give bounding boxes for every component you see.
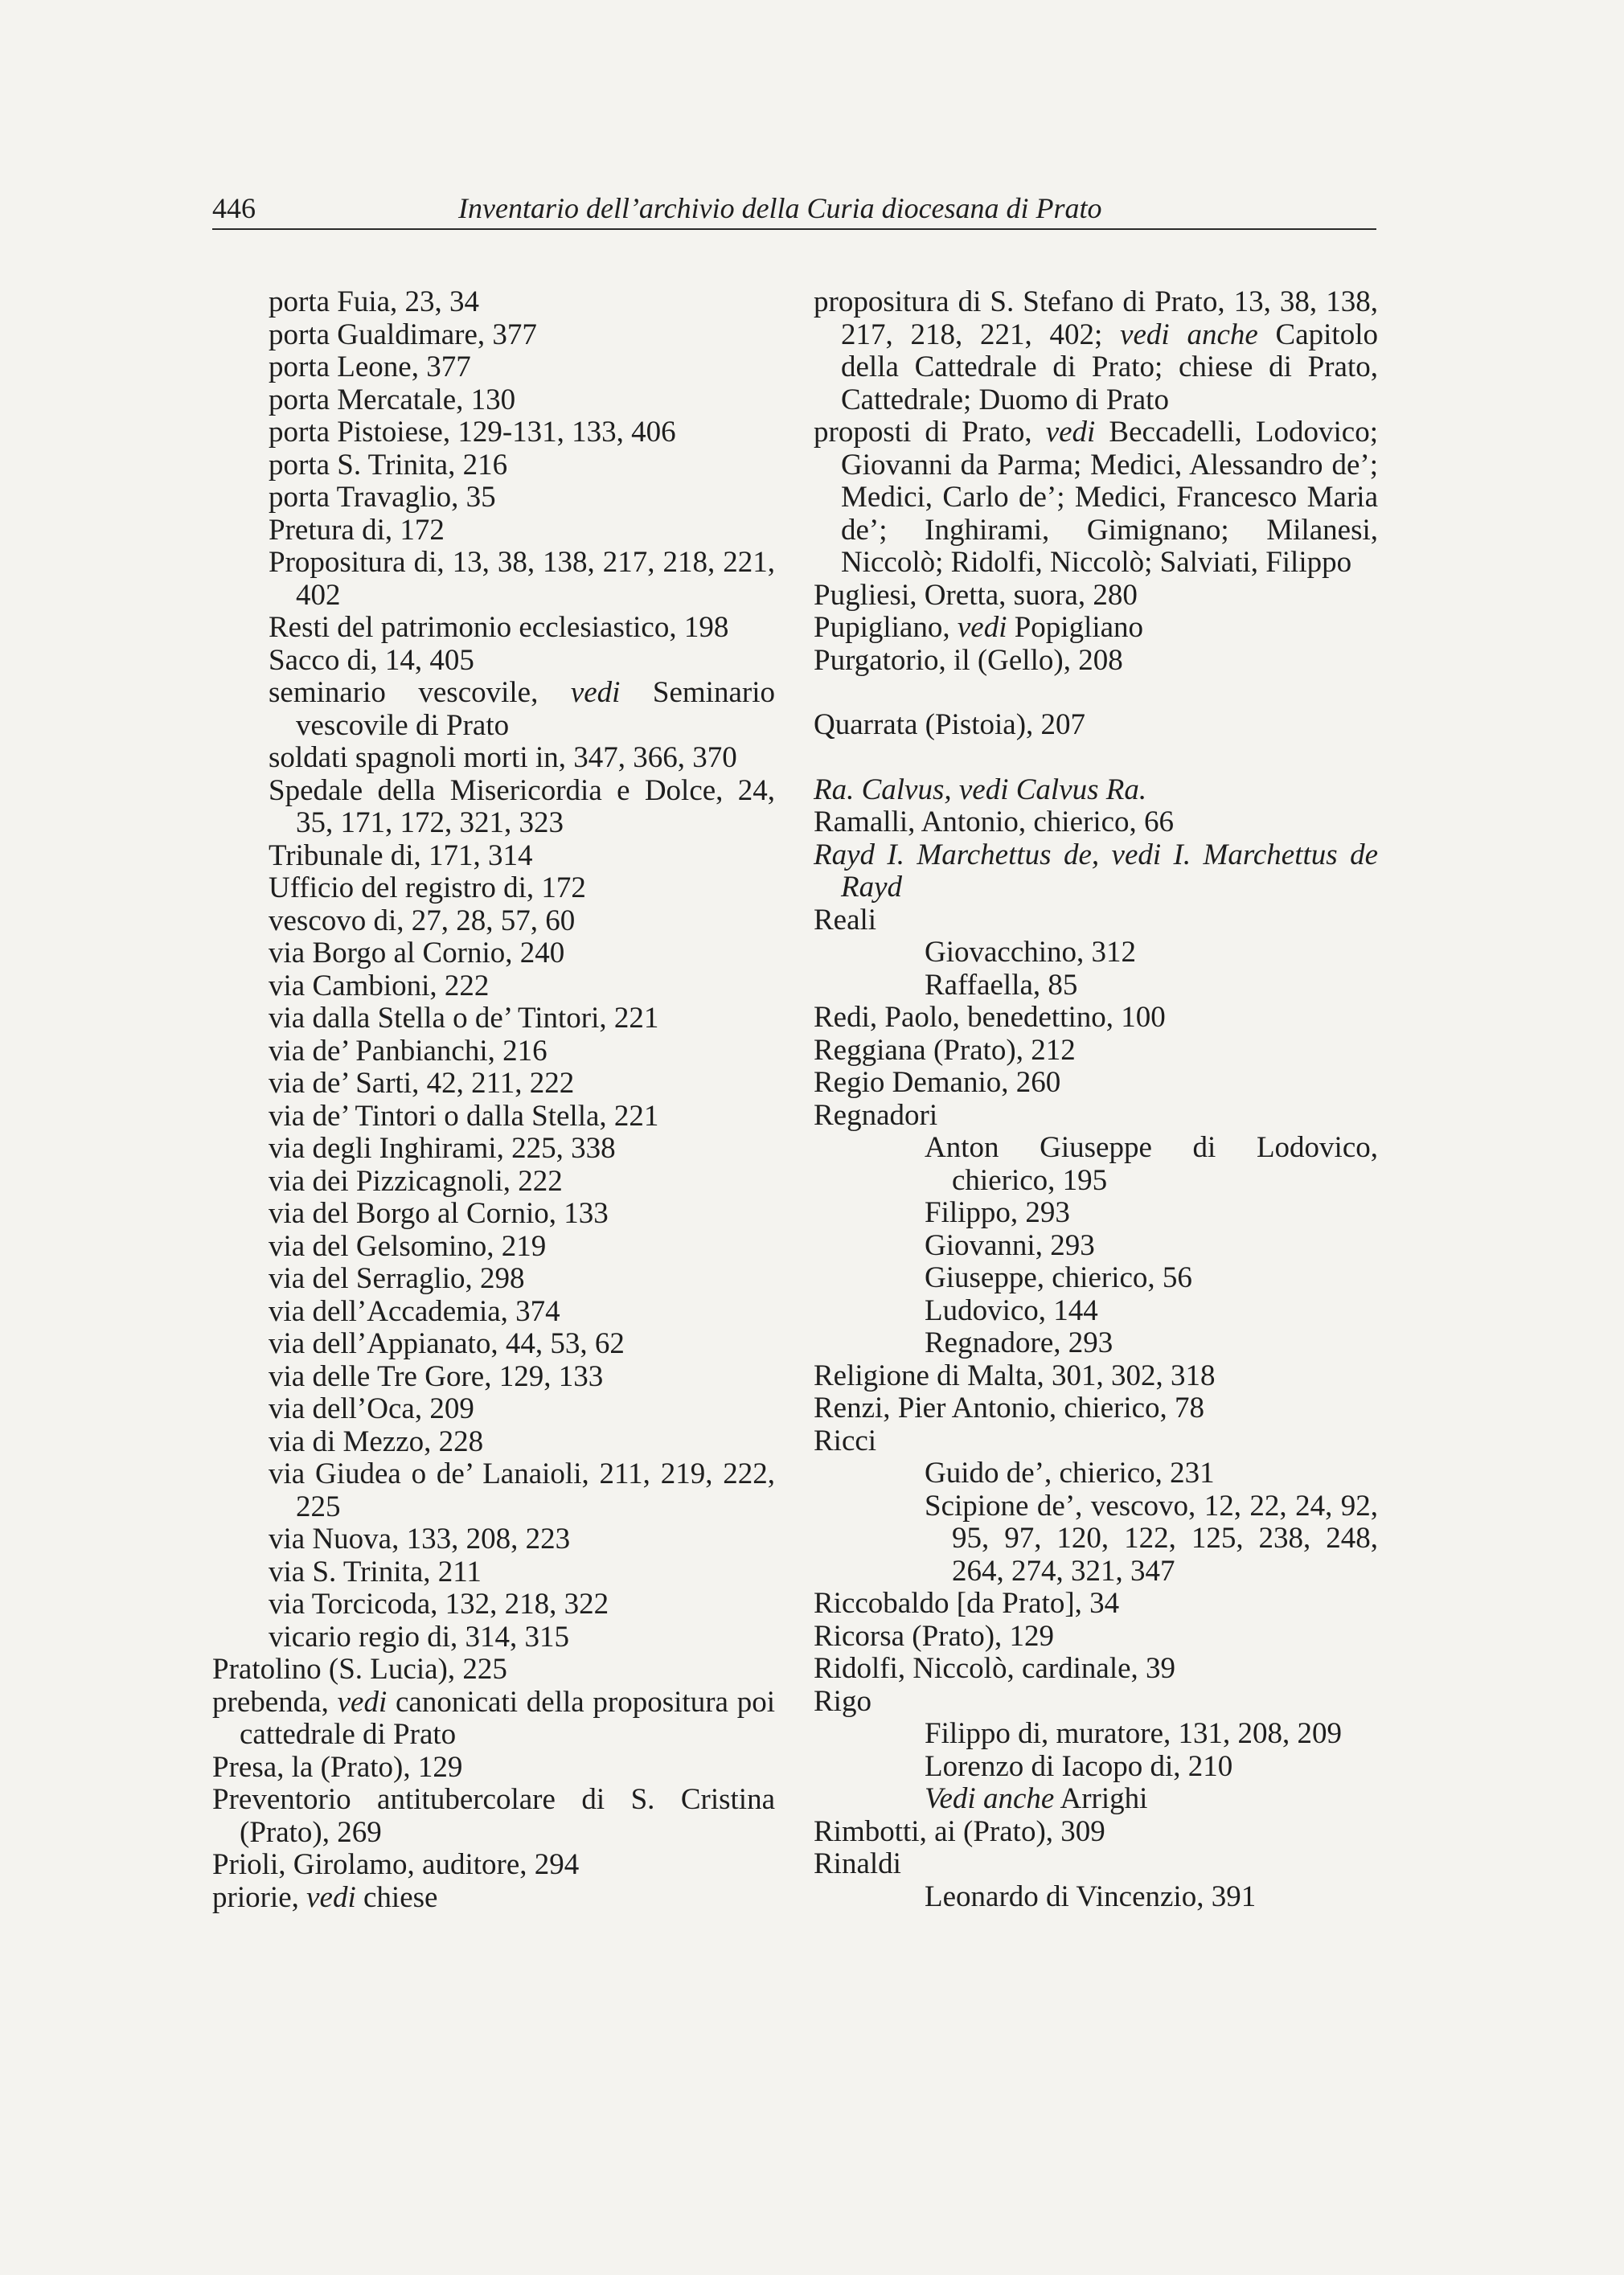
page-number: 446	[212, 192, 256, 224]
index-entry: Regio Demanio, 260	[814, 1066, 1061, 1099]
index-entry: Rimbotti, ai (Prato), 309	[814, 1814, 1105, 1848]
index-entry: Anton Giuseppe di Lodovico, chierico, 195	[925, 1131, 1378, 1197]
index-entry: Leonardo di Vincenzio, 391	[925, 1879, 1257, 1913]
index-entry: porta Fuia, 23, 34	[269, 285, 480, 318]
index-entry: via de’ Tintori o dalla Stella, 221	[269, 1099, 659, 1133]
index-entry: Giuseppe, chierico, 56	[925, 1261, 1192, 1294]
index-entry: Renzi, Pier Antonio, chierico, 78	[814, 1392, 1205, 1424]
index-entry: via dell’Appianato, 44, 53, 62	[269, 1327, 625, 1360]
index-entry: proposti di Prato, vedi Beccadelli, Lodovico; Giovanni da Parma; Medici, Alessandro de’; Medici, Carlo de’; Medici, Francesco Maria de’; Inghirami, Gimignano; Milanesi, Niccolò; Ridolfi, Niccolò; Salviati, Filippo	[814, 416, 1378, 579]
index-entry: Giovacchino, 312	[925, 936, 1137, 969]
index-entry: via Nuova, 133, 208, 223	[269, 1523, 571, 1556]
index-entry: porta Leone, 377	[269, 350, 471, 383]
index-entry: Prioli, Girolamo, auditore, 294	[212, 1848, 580, 1881]
index-entry: propositura di S. Stefano di Prato, 13, 38, 138, 217, 218, 221, 402; vedi anche Capitolo della Cattedrale di Prato; chiese di Prato, Cattedrale; Duomo di Prato	[814, 285, 1378, 416]
index-entry: Regnadori	[814, 1098, 938, 1132]
index-entry: via de’ Sarti, 42, 211, 222	[269, 1067, 575, 1100]
index-entry: via dalla Stella o de’ Tintori, 221	[269, 1002, 659, 1035]
index-entry: Guido de’, chierico, 231	[925, 1457, 1215, 1490]
index-entry: Religione di Malta, 301, 302, 318	[814, 1359, 1216, 1392]
index-entry: porta Travaglio, 35	[269, 481, 496, 514]
index-entry: Propositura di, 13, 38, 138, 217, 218, 221, 402	[269, 546, 775, 612]
index-entry: Ufficio del registro di, 172	[269, 871, 586, 904]
index-entry: Vedi anche Arrighi	[925, 1782, 1148, 1815]
index-entry: porta Mercatale, 130	[269, 383, 516, 416]
index-column-left	[212, 286, 775, 1914]
index-entry: via del Borgo al Cornio, 133	[269, 1197, 609, 1230]
index-entry: Riccobaldo [da Prato], 34	[814, 1587, 1120, 1620]
index-entry: Ricorsa (Prato), 129	[814, 1619, 1055, 1653]
index-entry: Scipione de’, vescovo, 12, 22, 24, 92, 95, 97, 120, 122, 125, 238, 248, 264, 274, 321, 347	[925, 1489, 1378, 1588]
index-column-right	[814, 286, 1378, 1913]
index-entry: prebenda, vedi canonicati della propositura poi cattedrale di Prato	[212, 1685, 775, 1751]
index-entry: via dell’Oca, 209	[269, 1392, 474, 1425]
index-entry: priorie, vedi chiese	[212, 1880, 438, 1914]
index-entry: Filippo di, muratore, 131, 208, 209	[925, 1717, 1342, 1750]
index-entry: Resti del patrimonio ecclesiastico, 198	[269, 611, 729, 644]
index-entry: Giovanni, 293	[925, 1228, 1095, 1262]
index-entry: Presa, la (Prato), 129	[212, 1750, 463, 1784]
index-entry: Filippo, 293	[925, 1196, 1070, 1229]
index-entry: Regnadore, 293	[925, 1326, 1113, 1359]
index-entry: Rigo	[814, 1684, 871, 1718]
index-entry: Preventorio antitubercolare di S. Cristina (Prato), 269	[212, 1783, 775, 1849]
index-entry: via dell’Accademia, 374	[269, 1294, 560, 1328]
index-entry: Rayd I. Marchettus de, vedi I. Marchettus de Rayd	[814, 838, 1378, 904]
index-entry: via Torcicoda, 132, 218, 322	[269, 1588, 609, 1621]
index-entry: via Giudea o de’ Lanaioli, 211, 219, 222, 225	[269, 1457, 775, 1523]
index-entry: via del Serraglio, 298	[269, 1262, 525, 1295]
index-entry: Lorenzo di Iacopo di, 210	[925, 1749, 1233, 1783]
index-entry: via degli Inghirami, 225, 338	[269, 1132, 616, 1165]
index-entry: via S. Trinita, 211	[269, 1555, 482, 1588]
index-entry: via dei Pizzicagnoli, 222	[269, 1164, 563, 1198]
index-entry: Ra. Calvus, vedi Calvus Ra.	[814, 773, 1147, 806]
index-entry: soldati spagnoli morti in, 347, 366, 370	[269, 741, 737, 774]
index-entry: Spedale della Misericordia e Dolce, 24, 35, 171, 172, 321, 323	[269, 773, 775, 839]
index-entry: porta Pistoiese, 129-131, 133, 406	[269, 416, 676, 449]
index-entry: via delle Tre Gore, 129, 133	[269, 1359, 604, 1393]
index-entry: via di Mezzo, 228	[269, 1424, 484, 1458]
index-entry: Pugliesi, Oretta, suora, 280	[814, 578, 1138, 612]
index-entry: Ridolfi, Niccolò, cardinale, 39	[814, 1652, 1176, 1685]
index-entry: Reggiana (Prato), 212	[814, 1033, 1076, 1067]
index-entry: Pupigliano, vedi Popigliano	[814, 611, 1144, 644]
index-entry: Rinaldi	[814, 1847, 901, 1880]
page-header	[212, 187, 1376, 230]
index-entry: Raffaella, 85	[925, 968, 1078, 1002]
index-entry: Pratolino (S. Lucia), 225	[212, 1653, 507, 1686]
index-entry: Redi, Paolo, benedettino, 100	[814, 1001, 1166, 1034]
index-entry: Quarrata (Pistoia), 207	[814, 708, 1086, 741]
index-entry: via del Gelsomino, 219	[269, 1229, 547, 1263]
index-entry: via Borgo al Cornio, 240	[269, 937, 565, 969]
index-entry: seminario vescovile, vedi Seminario vescovile di Prato	[269, 676, 775, 742]
index-entry: Reali	[814, 903, 877, 937]
index-entry: via de’ Panbianchi, 216	[269, 1034, 547, 1068]
index-entry: Purgatorio, il (Gello), 208	[814, 643, 1123, 677]
index-entry: via Cambioni, 222	[269, 969, 490, 1002]
index-entry: Ramalli, Antonio, chierico, 66	[814, 805, 1175, 838]
index-entry: Pretura di, 172	[269, 513, 445, 547]
index-entry: Sacco di, 14, 405	[269, 643, 474, 677]
index-entry: vescovo di, 27, 28, 57, 60	[269, 904, 576, 937]
index-entry: Tribunale di, 171, 314	[269, 838, 533, 872]
index-entry: Ricci	[814, 1424, 877, 1457]
running-title: Inventario dell’archivio della Curia diocesana di Prato	[458, 192, 1102, 224]
index-entry: porta Gualdimare, 377	[269, 318, 537, 351]
index-entry: porta S. Trinita, 216	[269, 448, 508, 482]
index-entry: Ludovico, 144	[925, 1293, 1098, 1327]
index-entry: vicario regio di, 314, 315	[269, 1620, 570, 1654]
